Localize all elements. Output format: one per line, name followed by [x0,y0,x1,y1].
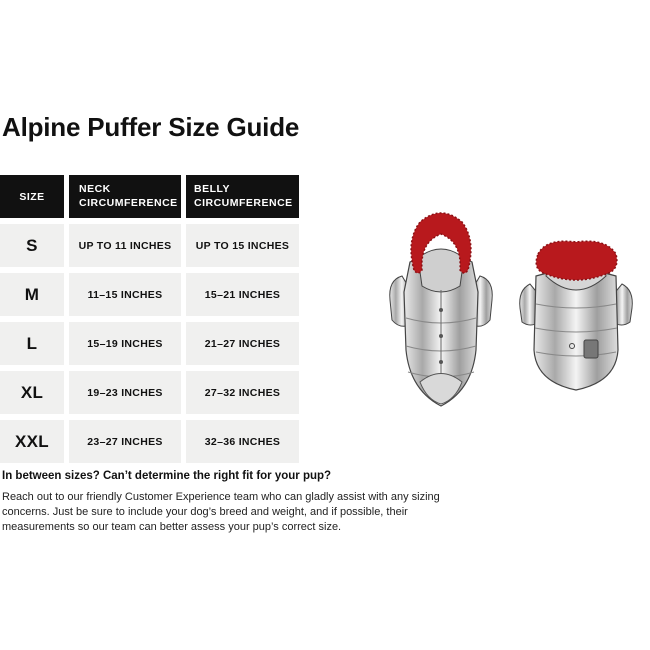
help-text: Reach out to our friendly Customer Experience team who can gladly assist with any sizing concerns. Just be sure to include your dog’s breed and weight, and if possible, their measurements so our team can better assess your pup’s correct size. [2,491,440,533]
neck-cell: UP TO 11 INCHES [69,224,181,267]
header-belly [186,175,299,218]
size-table [0,175,304,463]
table-row [0,224,304,267]
help-question: In between sizes? Can’t determine the right fit for your pup? [2,470,332,482]
size-cell: S [0,224,64,267]
puffer-coat-back-illustration [520,241,633,390]
puffer-coat-front-illustration [390,213,493,406]
header-size [0,175,64,218]
coat-illustrations-svg [380,200,650,430]
table-row [0,322,304,365]
header-size-label: SIZE [19,190,45,203]
size-cell: M [0,273,64,316]
belly-cell: 21–27 INCHES [186,322,299,365]
coat-illustrations [380,200,650,435]
belly-cell: 27–32 INCHES [186,371,299,414]
table-row [0,371,304,414]
neck-cell: 15–19 INCHES [69,322,181,365]
page-title: Alpine Puffer Size Guide [2,112,300,142]
header-belly-line1: BELLY [194,182,230,195]
size-cell: XL [0,371,64,414]
header-belly-line2: CIRCUMFERENCE [194,196,293,209]
size-cell: L [0,322,64,365]
neck-cell: 19–23 INCHES [69,371,181,414]
belly-cell: UP TO 15 INCHES [186,224,299,267]
header-neck [69,175,181,218]
neck-cell: 11–15 INCHES [69,273,181,316]
table-row [0,273,304,316]
table-row [0,420,304,463]
header-neck-line1: NECK [79,182,111,195]
header-neck-line2: CIRCUMFERENCE [79,196,178,209]
belly-cell: 32–36 INCHES [186,420,299,463]
table-header [0,175,304,218]
belly-cell: 15–21 INCHES [186,273,299,316]
size-cell: XXL [0,420,64,463]
neck-cell: 23–27 INCHES [69,420,181,463]
